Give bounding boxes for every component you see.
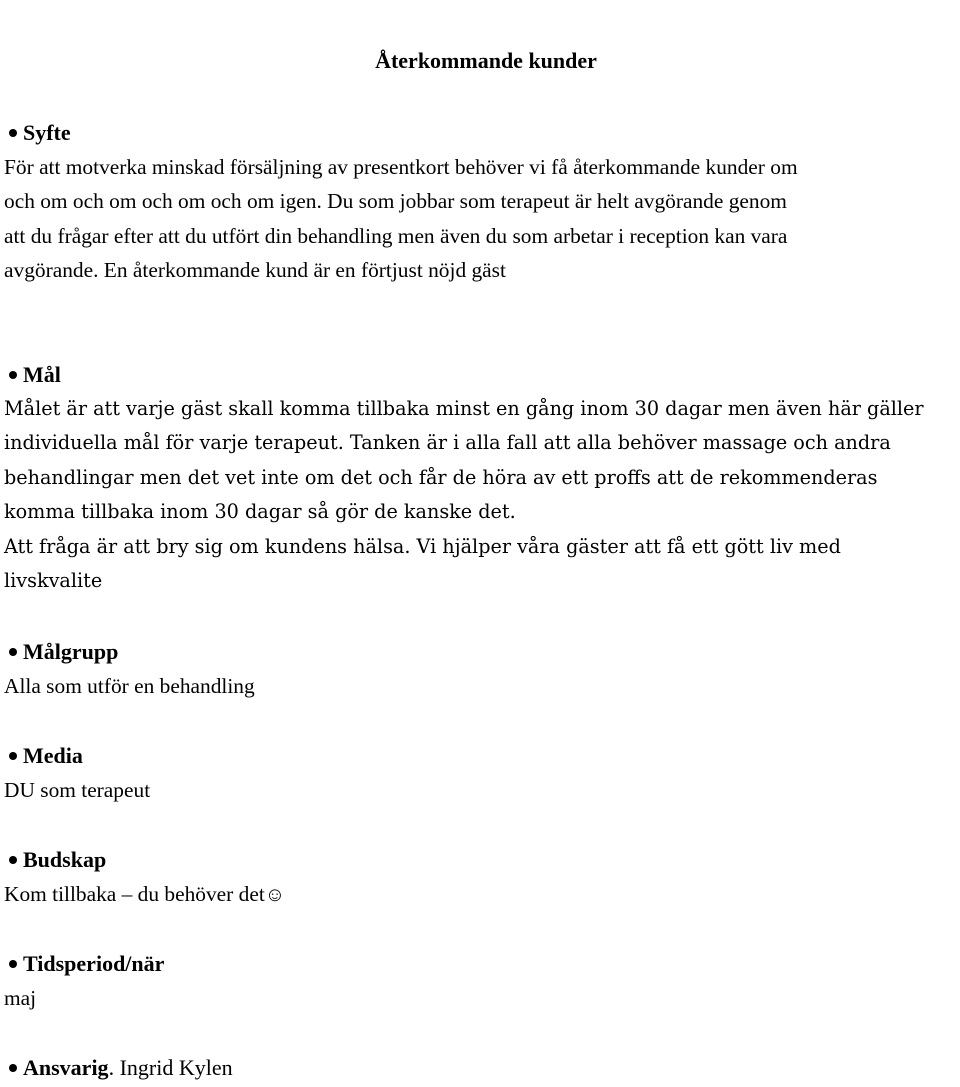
bullet-icon (9, 371, 17, 379)
bullet-icon (9, 129, 17, 137)
body-line: Målet är att varje gäst skall komma tillbaka minst en gång inom 30 dagar men även här gäller (4, 397, 924, 420)
section-budskap (4, 843, 959, 912)
body-line: avgörande. En återkommande kund är en förtjust nöjd gäst (4, 258, 506, 283)
section-media (4, 739, 959, 807)
body-line: livskvalite (4, 569, 103, 593)
section-body (4, 150, 959, 288)
section-body: DU som terapeut (4, 778, 151, 802)
heading-label: Tidsperiod/när (23, 951, 165, 976)
section-heading (4, 358, 959, 392)
heading-label: Målgrupp (23, 639, 119, 664)
body-line: Att fråga är att bry sig om kundens hälsa. Vi hjälper våra gäster att få ett gött liv med (4, 534, 841, 558)
section-body: maj (4, 986, 37, 1010)
section-heading (4, 116, 959, 150)
section-mal (4, 358, 959, 598)
section-tidsperiod (4, 947, 959, 1015)
heading-label: Mål (23, 362, 61, 387)
responsible-name: Ingrid Kylen (114, 1055, 233, 1080)
bullet-icon (9, 960, 17, 968)
bullet-icon (9, 648, 17, 656)
heading-separator: . (108, 1055, 115, 1080)
section-body (4, 877, 959, 912)
section-heading (4, 739, 959, 773)
body-line: komma tillbaka inom 30 dagar så gör de kanske det. (4, 500, 516, 524)
section-heading (4, 635, 959, 669)
smiley-icon: ☺ (264, 884, 286, 906)
heading-label: Syfte (23, 120, 71, 145)
heading-label: Ansvarig (23, 1055, 109, 1080)
body-line: och om och om och om och om igen. Du som jobbar som terapeut är helt avgörande genom (4, 189, 787, 214)
body-line: att du frågar efter att du utfört din behandling men även du som arbetar i reception kan vara (4, 223, 788, 248)
section-body (4, 392, 959, 598)
bullet-icon (9, 752, 17, 760)
section-heading (4, 843, 959, 877)
body-line: För att motverka minskad försäljning av presentkort behöver vi få återkommande kunder om (4, 155, 798, 179)
document-title: Återkommande kunder (375, 48, 597, 73)
heading-label: Budskap (23, 847, 107, 872)
section-malgrupp (4, 635, 959, 703)
section-ansvarig (4, 1051, 959, 1085)
bullet-icon (9, 1064, 17, 1072)
section-heading (4, 1051, 959, 1085)
section-heading (4, 947, 959, 981)
section-syfte (4, 116, 959, 288)
body-line: individuella mål för varje terapeut. Tanken är i alla fall att alla behöver massage och andra (4, 431, 891, 455)
bullet-icon (9, 856, 17, 864)
body-line: behandlingar men det vet inte om det och får de höra av ett proffs att de rekommenderas (4, 465, 878, 489)
body-text: Kom tillbaka – du behöver det (4, 882, 265, 906)
heading-label: Media (23, 743, 83, 768)
section-body: Alla som utför en behandling (4, 674, 255, 698)
